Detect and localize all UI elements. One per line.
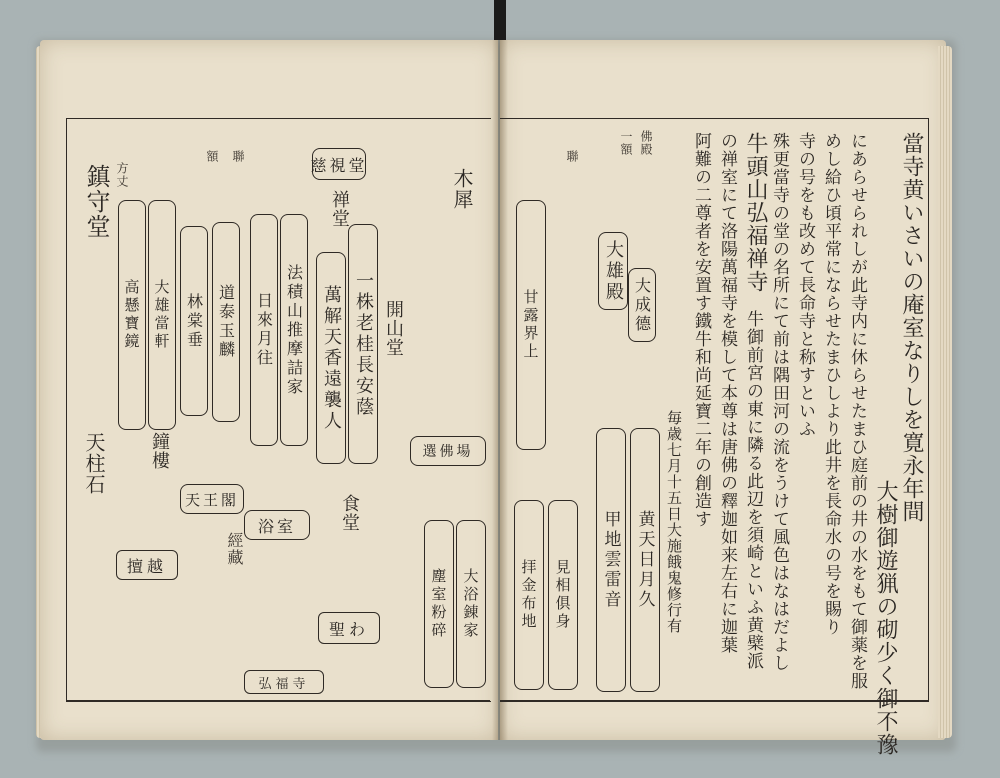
left-box-senbutsujo: 選佛場 xyxy=(410,436,486,466)
left-bottom-rule xyxy=(66,700,490,701)
right-text-column-8: 牛御前宮の東に隣る此辺を須崎といふ黄檗派 xyxy=(743,310,763,670)
right-text-column-6: 殊更當寺の堂の名所にて前は隅田河の流をうけて風色はなはだよし xyxy=(769,132,789,672)
right-plaque-4: 拝金布地 xyxy=(514,500,544,690)
left-col-kaisando: 開山堂 xyxy=(383,300,404,357)
right-text-column-9: の禅室にて洛陽萬福寺を模して本尊は唐佛の釋迦如来左右に迦葉 xyxy=(717,132,737,654)
left-col-mokusei: 木犀 xyxy=(450,168,474,210)
left-note-ren: 聯 xyxy=(231,150,245,163)
left-plaque-danotsu: 擅越 xyxy=(116,550,178,580)
right-note-gaku: 一額 xyxy=(619,130,633,156)
left-note-kyozo: 經藏 xyxy=(225,532,244,566)
right-box-daiseitoku: 大成德 xyxy=(628,268,656,342)
left-box-couplet-2: 萬解天香遠襲人 xyxy=(316,252,346,464)
right-box-kanro: 甘露界上 xyxy=(516,200,546,450)
left-col-zendo: 禅堂 xyxy=(329,190,350,228)
right-plaque-1: 甲地雲雷音 xyxy=(596,428,626,692)
left-box-daiyoku: 大浴錬家 xyxy=(456,520,486,688)
left-box-tennokaku: 天王閣 xyxy=(180,484,244,514)
right-text-column-2: 大樹御遊猟の砌少く御不豫 xyxy=(873,480,898,756)
page-edge-right xyxy=(938,46,952,738)
left-note-hojo: 方丈 xyxy=(115,162,129,188)
left-box-couplet-3: 日來月往 xyxy=(250,214,278,446)
right-text-column-11: 毎歳七月十五日大施餓鬼修行有 xyxy=(665,410,683,634)
right-note-butsuden: 佛殿 xyxy=(639,130,653,156)
right-box-daiyuden: 大雄殿 xyxy=(598,232,628,310)
right-text-column-4: めし給ひ頃平常にならせたまひしより此井を長命水の号を賜り xyxy=(821,132,841,636)
left-box-jinshitsu: 塵室粉碎 xyxy=(424,520,454,688)
left-box-couplet-4: 法積山推摩詰家 xyxy=(280,214,308,446)
left-plaque-kofukuji: 弘福寺 xyxy=(244,670,324,694)
left-col-tenchuseki: 天柱石 xyxy=(82,432,106,495)
right-bottom-rule xyxy=(500,700,928,701)
left-col-shoro: 鐘樓 xyxy=(149,432,170,470)
bookmark-ribbon xyxy=(494,0,506,40)
left-box-jishido: 慈視堂 xyxy=(312,148,366,180)
left-box-couplet-1: 一株老桂長安蔭 xyxy=(348,224,378,464)
left-box-couplet-6: 林棠垂 xyxy=(180,226,208,416)
left-col-jikido: 食堂 xyxy=(339,494,360,532)
left-col-chinjudo: 鎮守堂 xyxy=(82,164,110,239)
right-plaque-3: 見相俱身 xyxy=(548,500,578,690)
left-plaque-sei: 聖わ xyxy=(318,612,380,644)
left-box-couplet-5: 道泰玉麟 xyxy=(212,222,240,422)
right-text-column-7: 牛頭山弘福禅寺 xyxy=(743,132,768,293)
left-box-couplet-7: 大雄當軒 xyxy=(148,200,176,430)
left-box-yokushitsu: 浴室 xyxy=(244,510,310,540)
right-plaque-2: 黄天日月久 xyxy=(630,428,660,692)
right-text-column-1: 當寺黄いさいの庵室なりしを寛永年間 xyxy=(899,132,924,523)
right-text-column-5: 寺の号をも改めて長命寺と称すといふ xyxy=(795,132,815,438)
right-text-column-10: 阿難の二尊者を安置す鐵牛和尚延寶二年の創造す xyxy=(691,132,711,528)
left-note-gaku: 額 xyxy=(205,150,219,163)
right-note-ren: 聯 xyxy=(565,150,579,163)
left-box-couplet-8: 高懸寶鏡 xyxy=(118,200,146,430)
right-text-column-3: にあらせられしが此寺内に休らせたまひ庭前の井の水をもて御薬を服 xyxy=(847,132,867,690)
